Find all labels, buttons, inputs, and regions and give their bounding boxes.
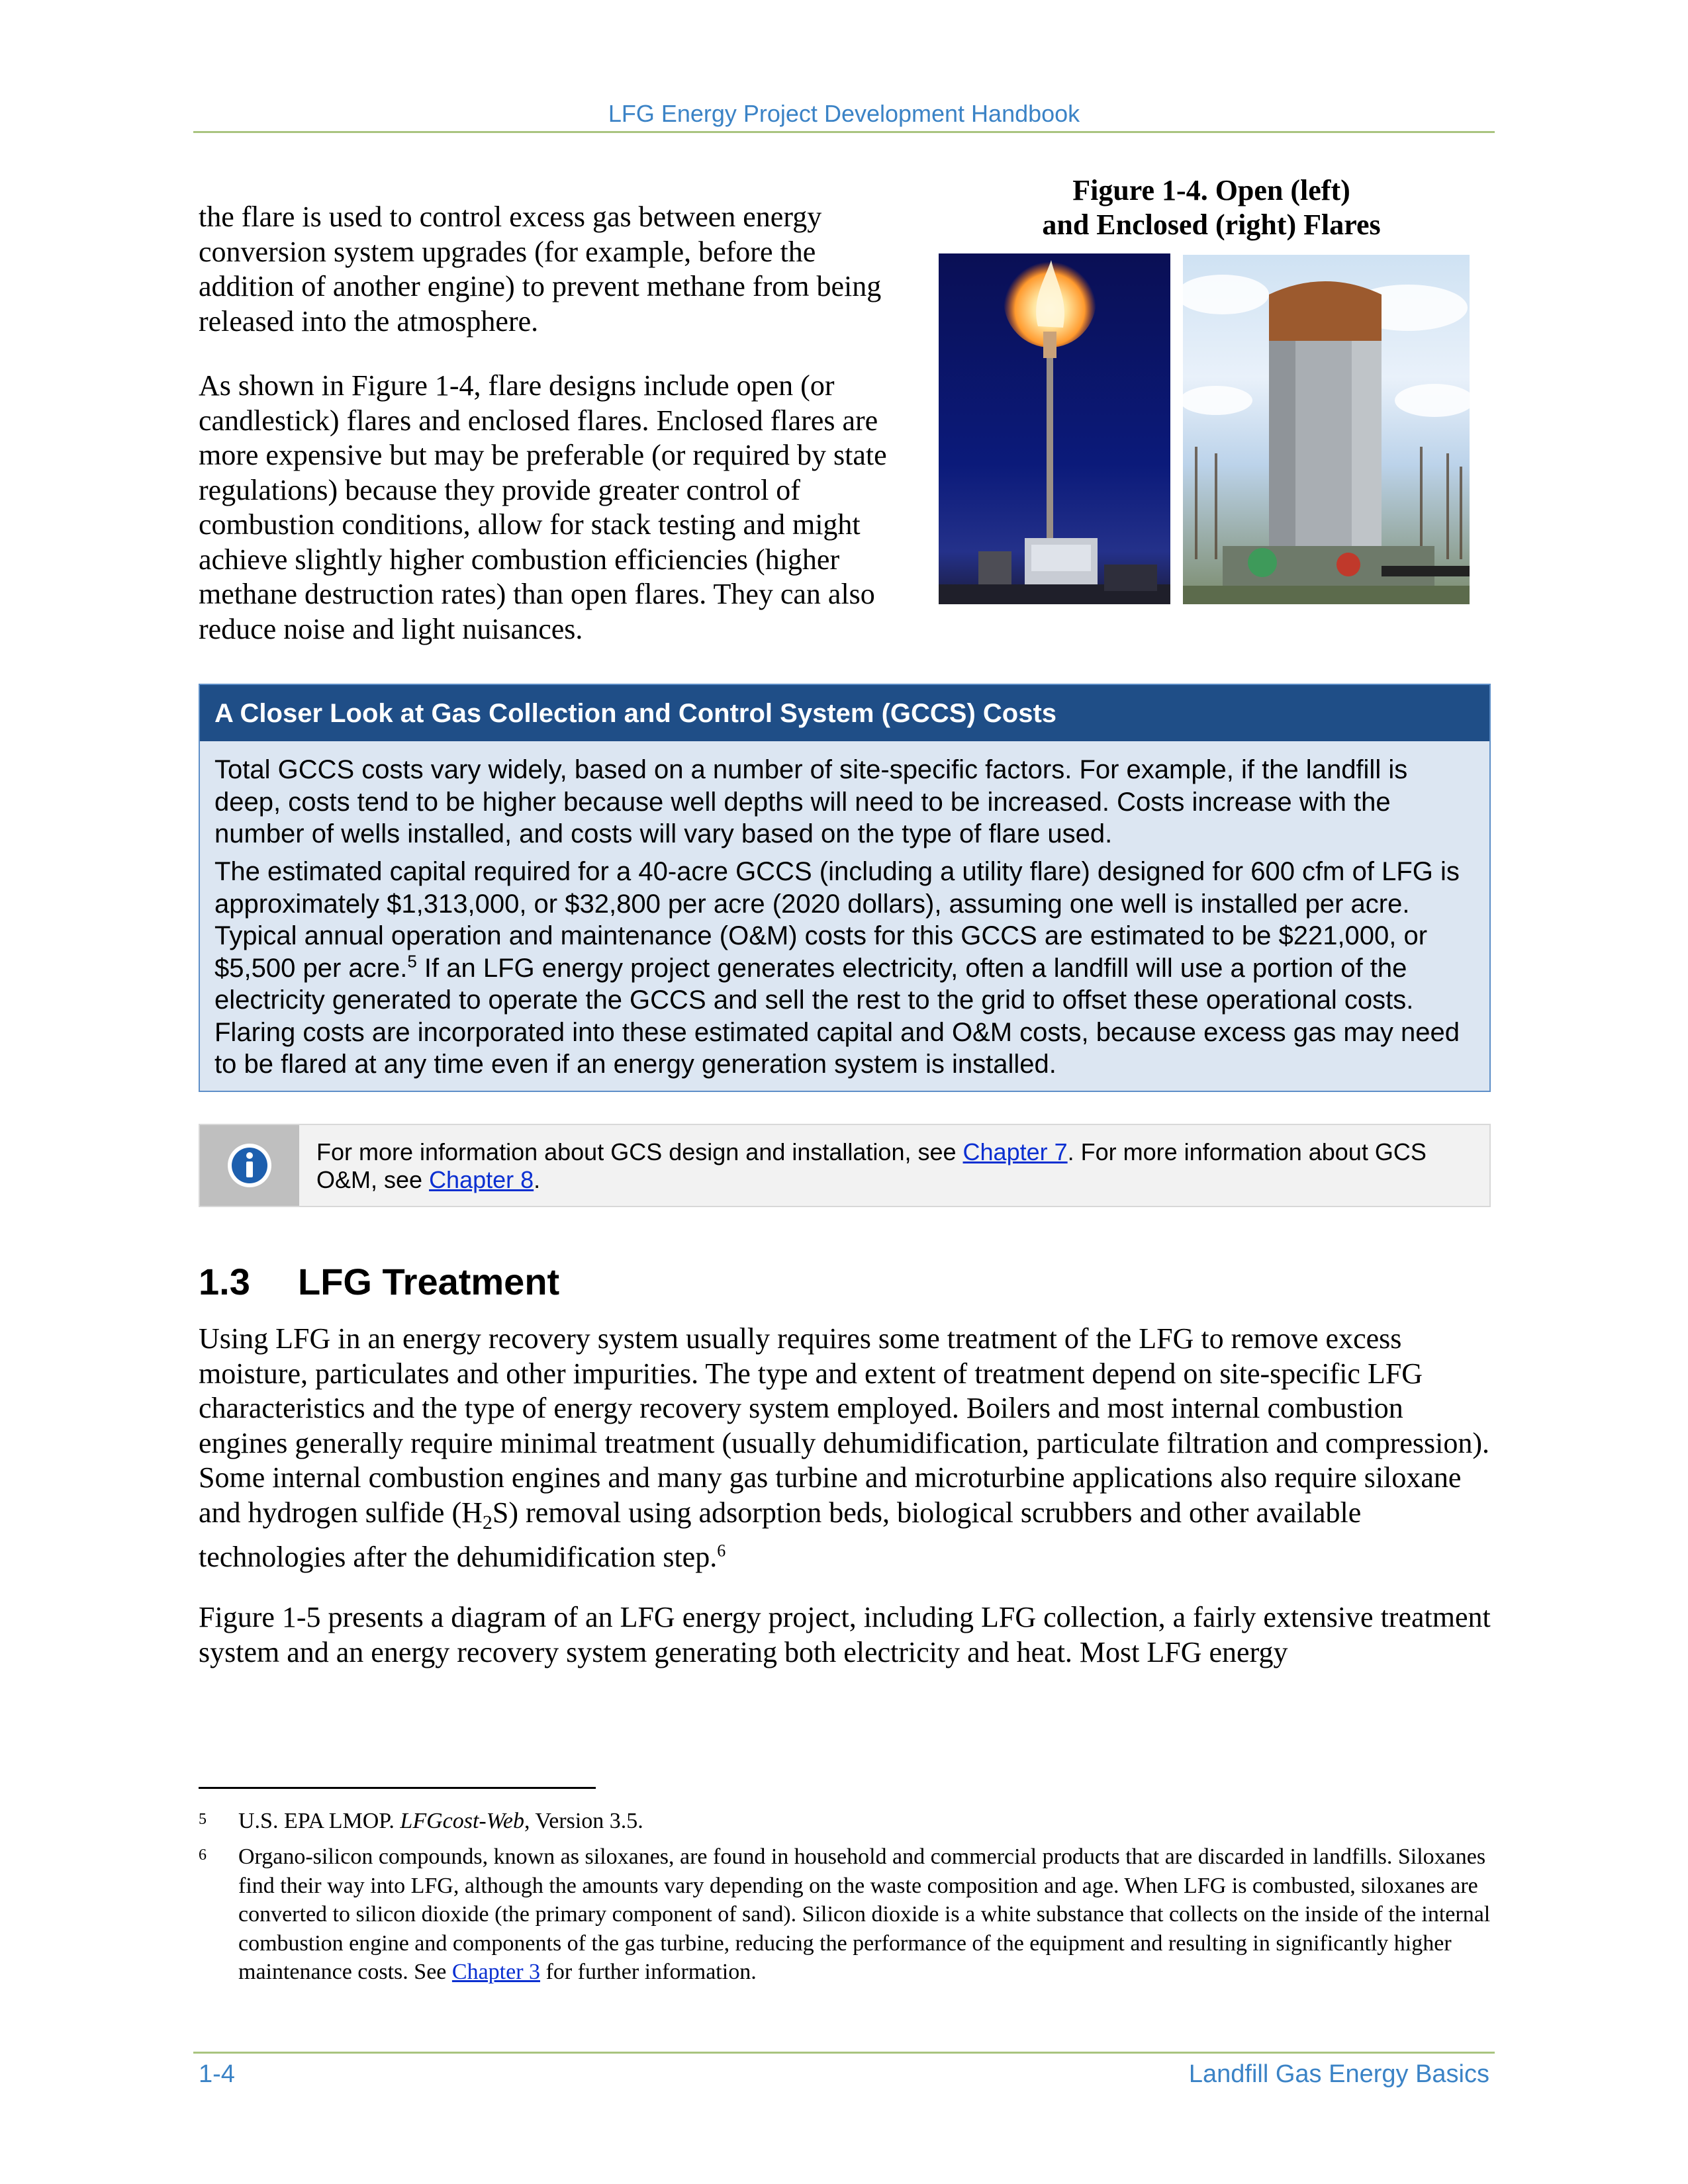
footnote-5-italic: LFGcost-Web bbox=[400, 1809, 525, 1833]
footer-rule bbox=[193, 2052, 1495, 2054]
running-header: LFG Energy Project Development Handbook bbox=[608, 100, 1080, 127]
enclosed-flare-photo bbox=[1183, 255, 1470, 604]
figure-caption bbox=[920, 173, 1503, 242]
gccs-costs-callout bbox=[199, 684, 1491, 1092]
callout-title: A Closer Look at Gas Collection and Control System (GCCS) Costs bbox=[214, 699, 1057, 728]
enclosed-flare-illustration bbox=[1183, 255, 1470, 604]
section-number: 1.3 bbox=[199, 1261, 250, 1302]
section-heading bbox=[199, 1261, 559, 1303]
footnote-5-number: 5 bbox=[199, 1811, 207, 1828]
footnote-rule bbox=[199, 1787, 596, 1789]
info-note-text-b: . For more information about GCS O&M, see bbox=[316, 1138, 1427, 1193]
open-flare-photo bbox=[939, 253, 1170, 604]
callout-paragraph-2-text-a: The estimated capital required for a 40-acre GCCS (including a utility flare) designed for 600 cfm of LFG is approximately $1,313,000, or $32,800 per acre (2020 dollars), assuming one well is installed per acre. Typical annual operation and maintenance (O&M) costs for this GCCS are estimated to be $221,000, or $5,500 per acre. bbox=[214, 857, 1460, 983]
body-paragraph-1: the flare is used to control excess gas between energy conversion system upgrades (for example, before the addition of another engine) to prevent methane from being released into the atmosphere. bbox=[199, 201, 882, 338]
footnote-6-number: 6 bbox=[199, 1846, 207, 1864]
body-paragraph-2: As shown in Figure 1-4, flare designs include open (or candlestick) flares and enclosed flares. Enclosed flares are more expensive but may be preferable (or required by state regulations) because they provide greater control of combustion conditions, allow for stack testing and might achieve slightly higher combustion efficiencies (higher methane destruction rates) than open flares. They can also reduce noise and light nuisances. bbox=[199, 369, 887, 645]
info-note-text bbox=[316, 1138, 1475, 1194]
footnote-6-text-a: Organo-silicon compounds, known as siloxanes, are found in household and commercial products that are discarded in landfills. Siloxanes find their way into LFG, although the amounts vary depending on the waste composition and age. When LFG is combusted, siloxanes are converted to silicon dioxide (the primary component of sand). Silicon dioxide is a white substance that collects on the inside of the internal combustion engine and components of the gas turbine, reducing the performance of the equipment and resulting in significantly higher maintenance costs. See bbox=[238, 1844, 1491, 1984]
info-note-text-a: For more information about GCS design and installation, see bbox=[316, 1138, 963, 1165]
callout-paragraph-1: Total GCCS costs vary widely, based on a number of site-specific factors. For example, if the landfill is deep, costs tend to be higher because well depths will need to be increased. Costs increase with the number of wells installed, and costs will vary based on the type of flare used. bbox=[214, 755, 1408, 848]
callout-paragraph-2-text-b: If an LFG energy project generates electricity, often a landfill will use a portion of the electricity generated to operate the GCCS and sell the rest to the grid to offset these operational costs. Flaring costs are incorporated into these estimated capital and O&M costs, because excess gas may need to be flared at any time even if an energy generation system is installed. bbox=[214, 953, 1460, 1079]
body-paragraph-3-text-a: Using LFG in an energy recovery system usually requires some treatment of the LFG to remove excess moisture, particulates and other impurities. The type and extent of treatment depend on site-specific LFG characteristics and the type of energy recovery system employed. Boilers and most internal combustion engines generally require minimal treatment (usually dehumidification, particulate filtration and compression). Some internal combustion engines and many gas turbine and microturbine applications also require siloxane and hydrogen sulfide (H bbox=[199, 1322, 1490, 1529]
header-rule bbox=[193, 131, 1495, 133]
chapter-7-link[interactable]: Chapter 7 bbox=[962, 1138, 1068, 1165]
footnote-5-text bbox=[238, 1807, 1496, 1836]
figure-caption-line-2: and Enclosed (right) Flares bbox=[1042, 208, 1381, 241]
info-note-sidebar bbox=[200, 1125, 299, 1206]
footer-section-title: Landfill Gas Energy Basics bbox=[1188, 2060, 1489, 2088]
footnote-ref-5[interactable]: 5 bbox=[407, 951, 417, 972]
body-paragraph-3 bbox=[199, 1322, 1496, 1574]
chapter-3-link[interactable]: Chapter 3 bbox=[451, 1960, 541, 1984]
footnote-6-text bbox=[238, 1843, 1496, 1987]
figure-caption-line-1: Figure 1-4. Open (left) bbox=[1072, 174, 1350, 206]
subscript-2: 2 bbox=[482, 1511, 492, 1533]
footnote-ref-6[interactable]: 6 bbox=[717, 1541, 726, 1561]
info-note bbox=[199, 1124, 1491, 1207]
footnote-6-text-b: for further information. bbox=[540, 1960, 757, 1984]
info-note-text-c: . bbox=[534, 1166, 541, 1193]
chapter-8-link[interactable]: Chapter 8 bbox=[429, 1166, 534, 1193]
body-paragraph-4: Figure 1-5 presents a diagram of an LFG energy project, including LFG collection, a fairly extensive treatment system and an energy recovery system generating both electricity and heat. Most LFG energy bbox=[199, 1601, 1491, 1668]
footnote-5-text-a: U.S. EPA LMOP. bbox=[238, 1809, 400, 1833]
callout-header bbox=[200, 685, 1489, 741]
callout-paragraph-2 bbox=[214, 856, 1479, 1081]
page-number: 1-4 bbox=[199, 2060, 235, 2088]
open-flare-illustration bbox=[939, 253, 1170, 604]
info-icon bbox=[226, 1142, 273, 1189]
body-paragraph-3-text-b: S) removal using adsorption beds, biological scrubbers and other available technologies after the dehumidification step. bbox=[199, 1496, 1362, 1573]
section-title: LFG Treatment bbox=[298, 1261, 560, 1302]
footnote-5-text-b: , Version 3.5. bbox=[524, 1809, 643, 1833]
